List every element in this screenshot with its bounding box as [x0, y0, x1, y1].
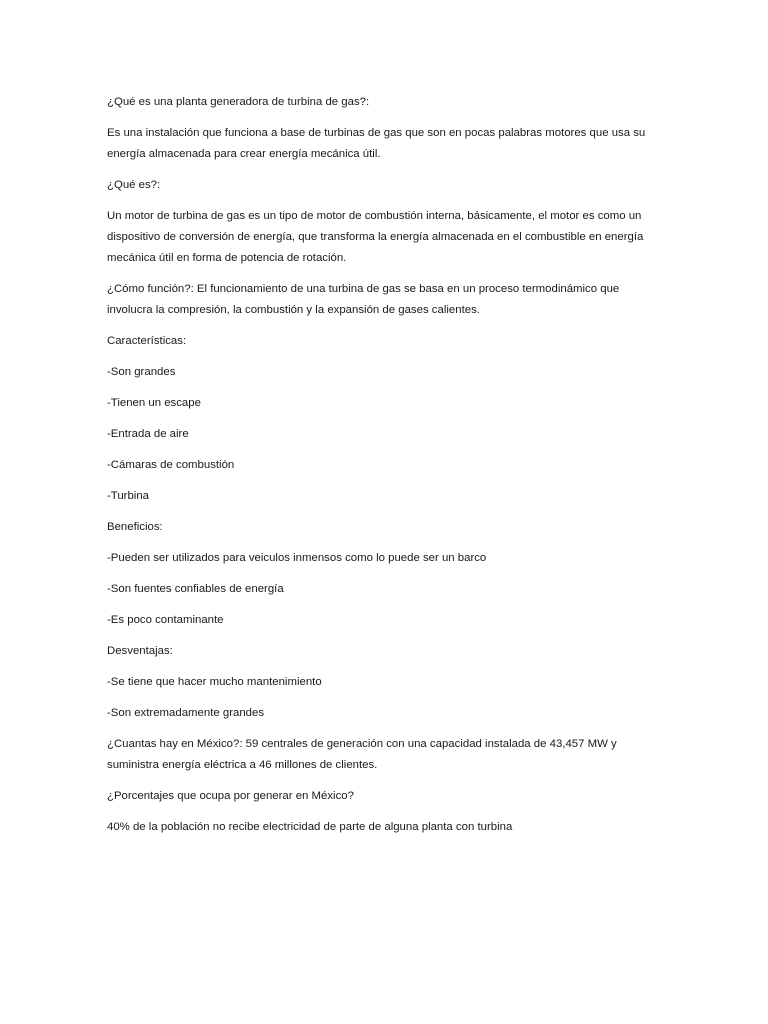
how-it-works-paragraph: ¿Cómo función?: El funcionamiento de una turbina de gas se basa en un proceso termodinámico que involucra la compresión, la combustión y la expansión de gases calientes.	[107, 283, 620, 316]
percentage-answer: 40% de la población no recibe electricidad de parte de alguna planta con turbina	[107, 821, 513, 833]
list-item: -Son extremadamente grandes	[107, 707, 265, 719]
characteristics-heading: Características:	[107, 335, 187, 347]
motor-description-paragraph: Un motor de turbina de gas es un tipo de motor de combustión interna, básicamente, el motor es como un dispositivo de conversión de energía, que transforma la energía almacenada en el combustible en energía mecánica útil en forma de potencia de rotación.	[107, 210, 644, 264]
definition-paragraph: Es una instalación que funciona a base de turbinas de gas que son en pocas palabras motores que usa su energía almacenada para crear energía mecánica útil.	[107, 127, 646, 160]
list-item: -Se tiene que hacer mucho mantenimiento	[107, 676, 322, 688]
list-item: -Son fuentes confiables de energía	[107, 583, 284, 595]
list-item: -Turbina	[107, 490, 149, 502]
question-title: ¿Qué es una planta generadora de turbina de gas?:	[107, 96, 370, 108]
mexico-count-paragraph: ¿Cuantas hay en México?: 59 centrales de generación con una capacidad instalada de 43,457 MW y suministra energía eléctrica a 46 millones de clientes.	[107, 738, 617, 771]
benefits-heading: Beneficios:	[107, 521, 163, 533]
list-item: -Son grandes	[107, 366, 176, 378]
list-item: -Entrada de aire	[107, 428, 189, 440]
document-page	[107, 92, 667, 848]
list-item: -Es poco contaminante	[107, 614, 224, 626]
percentages-question: ¿Porcentajes que ocupa por generar en México?	[107, 790, 354, 802]
list-item: -Pueden ser utilizados para veiculos inmensos como lo puede ser un barco	[107, 552, 487, 564]
list-item: -Tienen un escape	[107, 397, 201, 409]
what-is-heading: ¿Qué es?:	[107, 179, 161, 191]
list-item: -Cámaras de combustión	[107, 459, 235, 471]
disadvantages-heading: Desventajas:	[107, 645, 173, 657]
